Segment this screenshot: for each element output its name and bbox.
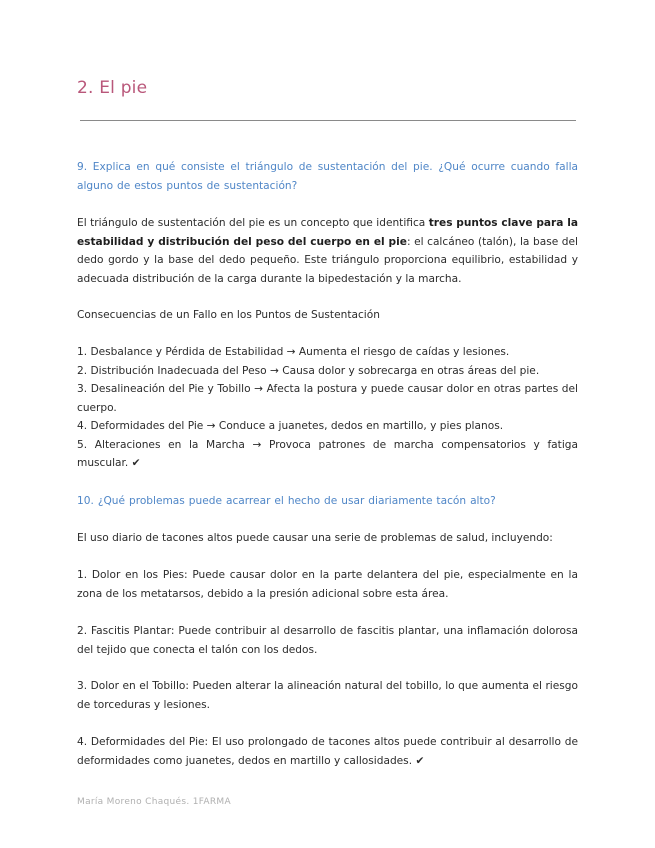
consequences-list (77, 343, 578, 473)
list-item: 1. Desbalance y Pérdida de Estabilidad → Aumenta el riesgo de caídas y lesiones. (77, 346, 510, 358)
page-footer: María Moreno Chaqués. 1FARMA (77, 797, 231, 807)
list-item: 4. Deformidades del Pie → Conduce a juanetes, dedos en martillo, y pies planos. (77, 420, 504, 432)
answer-10-point-3: 3. Dolor en el Tobillo: Pueden alterar la alineación natural del tobillo, lo que aumenta el riesgo de torceduras y lesiones. (77, 680, 578, 711)
consequences-subheading: Consecuencias de un Fallo en los Puntos de Sustentación (77, 309, 380, 321)
answer-9-bold-text: tres puntos clave para la estabilidad y distribución del peso del cuerpo en el pie (77, 217, 578, 248)
answer-10-point-1: 1. Dolor en los Pies: Puede causar dolor en la parte delantera del pie, especialmente en la zona de los metatarsos, debido a la presión adicional sobre esta área. (77, 569, 578, 600)
list-item: 2. Distribución Inadecuada del Peso → Causa dolor y sobrecarga en otras áreas del pie. (77, 364, 540, 377)
answer-10-point-2: 2. Fascitis Plantar: Puede contribuir al desarrollo de fascitis plantar, una inflamación dolorosa del tejido que conecta el talón con los dedos. (77, 625, 578, 656)
title-divider (80, 120, 576, 121)
answer-10-point-4: 4. Deformidades del Pie: El uso prolongado de tacones altos puede contribuir al desarrollo de deformidades como juanetes, dedos en martillo y callosidades. ✔ (77, 736, 578, 767)
answer-9-text-b: : el calcáneo (talón), la base del dedo gordo y la base del dedo pequeño. Este triángulo proporciona equilibrio, estabilidad y adecuada distribución de la carga durante la bipedestación y la marcha. (77, 235, 578, 285)
list-item: 3. Desalineación del Pie y Tobillo → Afecta la postura y puede causar dolor en otras partes del cuerpo. (77, 383, 578, 414)
answer-9-paragraph (77, 214, 578, 288)
question-10: 10. ¿Qué problemas puede acarrear el hecho de usar diariamente tacón alto? (77, 495, 496, 507)
section-title: 2. El pie (77, 78, 148, 98)
answer-9-text-a: El triángulo de sustentación del pie es un concepto que identifica (77, 217, 429, 229)
list-item: 5. Alteraciones en la Marcha → Provoca patrones de marcha compensatorios y fatiga muscular. ✔ (77, 438, 578, 469)
answer-10-intro: El uso diario de tacones altos puede causar una serie de problemas de salud, incluyendo: (77, 532, 553, 544)
question-9: 9. Explica en qué consiste el triángulo de sustentación del pie. ¿Qué ocurre cuando falla alguno de estos puntos de sustentación? (77, 161, 578, 192)
